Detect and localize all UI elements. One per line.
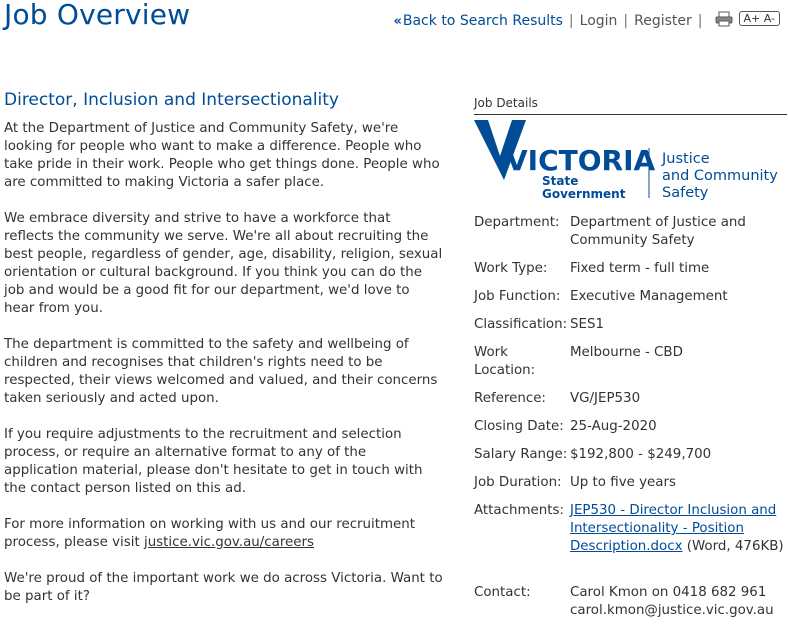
- detail-row-attachments: [474, 502, 788, 556]
- closing-paragraph: We're proud of the important work we do across Victoria. Want to be part of it?: [4, 571, 443, 604]
- job-title: Director, Inclusion and Intersectionality: [4, 90, 339, 110]
- logo-dept-line2: and Community: [662, 168, 778, 184]
- classification-value: SES1: [570, 317, 604, 332]
- nav-separator: |: [623, 13, 629, 29]
- detail-label: Attachments:: [474, 503, 564, 518]
- logo-dept-line1: Justice: [662, 151, 710, 167]
- attachment-link[interactable]: JEP530 - Director Inclusion and Intersectionality - Position Description.docx: [570, 503, 777, 554]
- detail-label: Reference:: [474, 391, 546, 406]
- detail-label: Work Type:: [474, 261, 548, 276]
- work-type-value: Fixed term - full time: [570, 261, 710, 276]
- attachment-meta: (Word, 476KB): [682, 539, 784, 554]
- department-value: Department of Justice and Community Safety: [570, 215, 746, 248]
- job-details-panel: [474, 96, 788, 630]
- logo-dept-line3: Safety: [662, 185, 709, 201]
- top-navigation: [393, 10, 780, 32]
- detail-label: Job Duration:: [474, 475, 562, 490]
- contact-value: [570, 584, 788, 620]
- detail-row-department: [474, 214, 788, 250]
- detail-row-classification: [474, 316, 788, 334]
- nav-separator: |: [568, 13, 574, 29]
- detail-label: Contact:: [474, 585, 531, 600]
- detail-label: Work Location:: [474, 345, 536, 378]
- description-paragraph: The department is committed to the safety and wellbeing of children and recognises that children's rights need to be respected, their views welcomed and valued, and their concerns taken seriously and acted upon.: [4, 337, 438, 406]
- description-paragraph: We embrace diversity and strive to have a workforce that reflects the community we serve. We're all about recruiting the best people, regardless of gender, age, disability, religion, sexual orientation or cultural background. If you think you can do the job and would be a good fit for our department, we'd love to hear from you.: [4, 211, 443, 316]
- detail-row-reference: [474, 390, 788, 408]
- job-function-value: Executive Management: [570, 289, 728, 304]
- detail-row-closing-date: [474, 418, 788, 436]
- detail-row-contact: [474, 584, 788, 620]
- logo-victoria-text: VICTORIA: [506, 144, 656, 177]
- detail-label: Closing Date:: [474, 419, 564, 434]
- detail-label: Salary Range:: [474, 447, 568, 462]
- print-icon[interactable]: [715, 11, 733, 27]
- attachments-value: [570, 502, 788, 556]
- detail-label: Job Function:: [474, 289, 561, 304]
- detail-row-work-location: [474, 344, 788, 380]
- login-link[interactable]: Login: [579, 13, 618, 29]
- double-chevron-left-icon: «: [393, 13, 402, 29]
- description-paragraph: At the Department of Justice and Community Safety, we're looking for people who want to make a difference. People who take pride in their work. People who get things done. People who are committed to making Victoria a safer place.: [4, 121, 440, 190]
- more-info-paragraph: [4, 516, 444, 552]
- victoria-government-logo: [474, 120, 788, 202]
- contact-email: carol.kmon@justice.vic.gov.au: [570, 603, 774, 618]
- closing-date-value: 25-Aug-2020: [570, 419, 657, 434]
- register-link[interactable]: Register: [634, 13, 692, 29]
- description-paragraph: If you require adjustments to the recruitment and selection process, or require an alternative format to any of the application material, please don't hesitate to get in touch with the contact person listed on this ad.: [4, 427, 423, 496]
- more-info-text: For more information on working with us and our recruitment process, please visit: [4, 517, 416, 550]
- duration-value: Up to five years: [570, 475, 676, 490]
- job-description: [4, 90, 444, 624]
- detail-label: Classification:: [474, 317, 568, 332]
- salary-value: $192,800 - $249,700: [570, 447, 712, 462]
- nav-separator: |: [697, 13, 703, 29]
- logo-government-text: Government: [542, 187, 626, 201]
- logo-state-text: State: [542, 174, 579, 188]
- detail-row-work-type: [474, 260, 788, 278]
- detail-row-salary: [474, 446, 788, 464]
- page-title: Job Overview: [4, 0, 191, 31]
- detail-row-duration: [474, 474, 788, 492]
- detail-label: Department:: [474, 215, 560, 230]
- text-size-button[interactable]: A+ A-: [739, 11, 781, 26]
- careers-link[interactable]: justice.vic.gov.au/careers: [143, 535, 315, 550]
- job-details-heading: Job Details: [474, 96, 787, 115]
- contact-name: Carol Kmon on 0418 682 961: [570, 585, 767, 600]
- reference-value: VG/JEP530: [570, 391, 641, 406]
- detail-row-job-function: [474, 288, 788, 306]
- work-location-value: Melbourne - CBD: [570, 345, 683, 360]
- back-to-search-results-link[interactable]: Back to Search Results: [402, 13, 563, 29]
